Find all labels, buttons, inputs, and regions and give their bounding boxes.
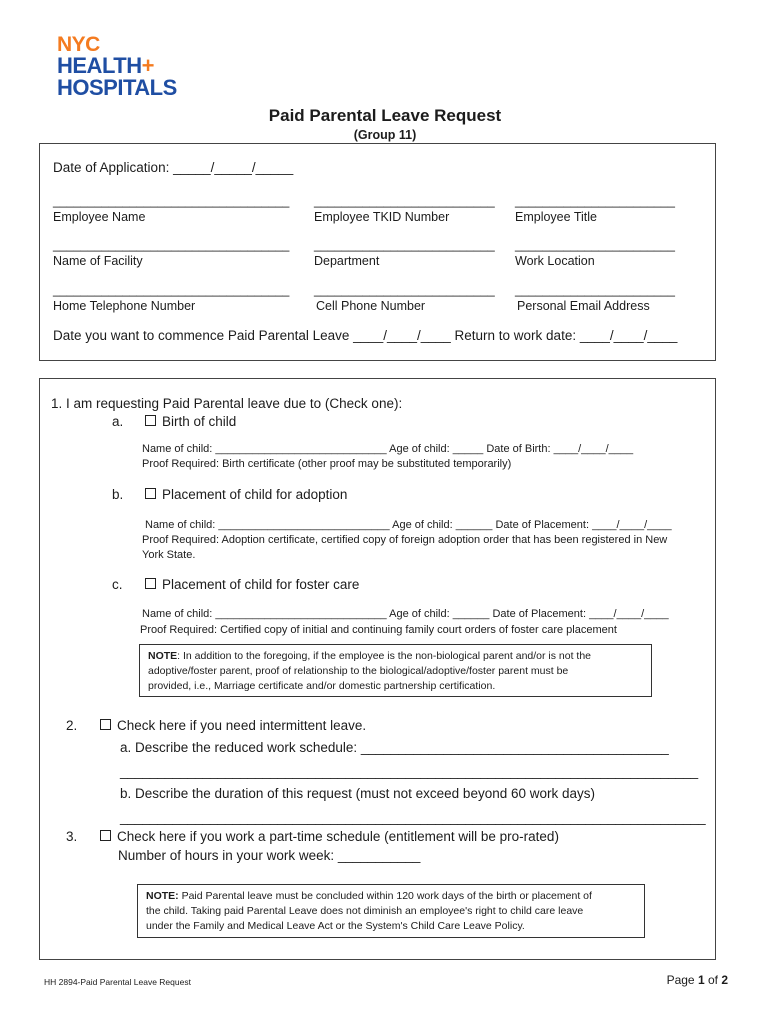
option-b-letter: b. bbox=[112, 487, 124, 502]
facility-line[interactable]: __________________________________ bbox=[53, 238, 290, 252]
part-time-option[interactable]: Check here if you work a part-time schedule (entitlement will be pro-rated) bbox=[100, 829, 559, 844]
duration-request-label: b. Describe the duration of this request (must not exceed beyond 60 work days) bbox=[120, 786, 596, 801]
employee-tkid-line[interactable]: __________________________ bbox=[314, 194, 495, 208]
cell-phone-label: Cell Phone Number bbox=[316, 299, 426, 313]
employee-title-label: Employee Title bbox=[515, 210, 597, 224]
form-id: HH 2894-Paid Parental Leave Request bbox=[44, 977, 191, 987]
adoption-child-details-line[interactable]: Name of child: ____________________________ Age of child: ______ Date of Placement: ____/____/____ bbox=[145, 519, 672, 531]
employee-name-label: Employee Name bbox=[53, 210, 146, 224]
logo-plus: + bbox=[141, 53, 154, 78]
personal-email-label: Personal Email Address bbox=[517, 299, 650, 313]
home-phone-line[interactable]: __________________________________ bbox=[53, 283, 290, 297]
personal-email-line[interactable]: _______________________ bbox=[515, 283, 675, 297]
page-subtitle: (Group 11) bbox=[353, 128, 417, 142]
adoption-proof-required-cont: York State. bbox=[142, 549, 196, 561]
option-birth-of-child[interactable]: Birth of child bbox=[145, 414, 236, 429]
reduced-schedule-line[interactable]: _____________________________________________________________________________ bbox=[120, 764, 699, 779]
birth-checkbox[interactable] bbox=[145, 415, 156, 426]
nyc-health-hospitals-logo bbox=[57, 34, 177, 99]
department-line[interactable]: __________________________ bbox=[314, 238, 495, 252]
part-time-checkbox[interactable] bbox=[100, 830, 111, 841]
duration-request-line[interactable]: ______________________________________________________________________________ bbox=[120, 810, 706, 825]
adoption-checkbox[interactable] bbox=[145, 488, 156, 499]
section2-number: 2. bbox=[66, 718, 78, 733]
employee-tkid-label: Employee TKID Number bbox=[314, 210, 450, 224]
work-location-label: Work Location bbox=[515, 254, 595, 268]
option-placement-foster[interactable]: Placement of child for foster care bbox=[145, 577, 359, 592]
cell-phone-line[interactable]: __________________________ bbox=[314, 283, 495, 297]
logo-line-health: HEALTH+ bbox=[57, 53, 154, 78]
work-location-line[interactable]: _______________________ bbox=[515, 238, 675, 252]
logo-line-nyc: NYC bbox=[57, 33, 100, 56]
birth-child-details-line[interactable]: Name of child: ____________________________ Age of child: _____ Date of Birth: ____/____/____ bbox=[142, 443, 634, 455]
option-placement-adoption[interactable]: Placement of child for adoption bbox=[145, 487, 347, 502]
option-c-letter: c. bbox=[112, 577, 123, 592]
facility-label: Name of Facility bbox=[53, 254, 143, 268]
commence-return-dates-field[interactable]: Date you want to commence Paid Parental Leave ____/____/____ Return to work date: ____/____/____ bbox=[53, 328, 678, 343]
section1-heading: 1. I am requesting Paid Parental leave due to (Check one): bbox=[51, 396, 403, 411]
logo-line-hospitals: HOSPITALS bbox=[57, 75, 177, 100]
department-label: Department bbox=[314, 254, 380, 268]
page-title: Paid Parental Leave Request bbox=[268, 106, 502, 125]
foster-child-details-line[interactable]: Name of child: ____________________________ Age of child: ______ Date of Placement: ____/____/____ bbox=[142, 608, 669, 620]
non-biological-parent-note: NOTE: In addition to the foregoing, if the employee is the non-biological parent and/or is not the adoptive/foster parent, proof of relationship to the biological/adoptive/foster parent must be provided, i.e., Marriage certificate and/or domestic partnership certification. bbox=[139, 644, 652, 697]
intermittent-leave-checkbox[interactable] bbox=[100, 719, 111, 730]
employee-title-line[interactable]: _______________________ bbox=[515, 194, 675, 208]
hours-per-week-field[interactable]: Number of hours in your work week: ___________ bbox=[118, 848, 421, 863]
foster-checkbox[interactable] bbox=[145, 578, 156, 589]
foster-proof-required: Proof Required: Certified copy of initial and continuing family court orders of foster care placement bbox=[140, 624, 617, 636]
section3-number: 3. bbox=[66, 829, 78, 844]
adoption-proof-required: Proof Required: Adoption certificate, certified copy of foreign adoption order that has been registered in New bbox=[142, 534, 668, 546]
reduced-schedule-field[interactable]: a. Describe the reduced work schedule: _________________________________________ bbox=[120, 740, 669, 755]
employee-name-line[interactable]: __________________________________ bbox=[53, 194, 290, 208]
leave-deadline-note: NOTE: Paid Parental leave must be concluded within 120 work days of the birth or placement of the child. Taking paid Parental Leave does not diminish an employee's right to child care leave under the Family and Medical Leave Act or the System's Child Care Leave Policy. bbox=[137, 884, 645, 938]
intermittent-leave-option[interactable]: Check here if you need intermittent leave. bbox=[100, 718, 366, 733]
home-phone-label: Home Telephone Number bbox=[53, 299, 196, 313]
date-of-application-field[interactable]: Date of Application: _____/_____/_____ bbox=[53, 160, 294, 175]
birth-proof-required: Proof Required: Birth certificate (other proof may be substituted temporarily) bbox=[142, 458, 512, 470]
page-number: Page 1 of 2 bbox=[666, 973, 728, 987]
option-a-letter: a. bbox=[112, 414, 124, 429]
